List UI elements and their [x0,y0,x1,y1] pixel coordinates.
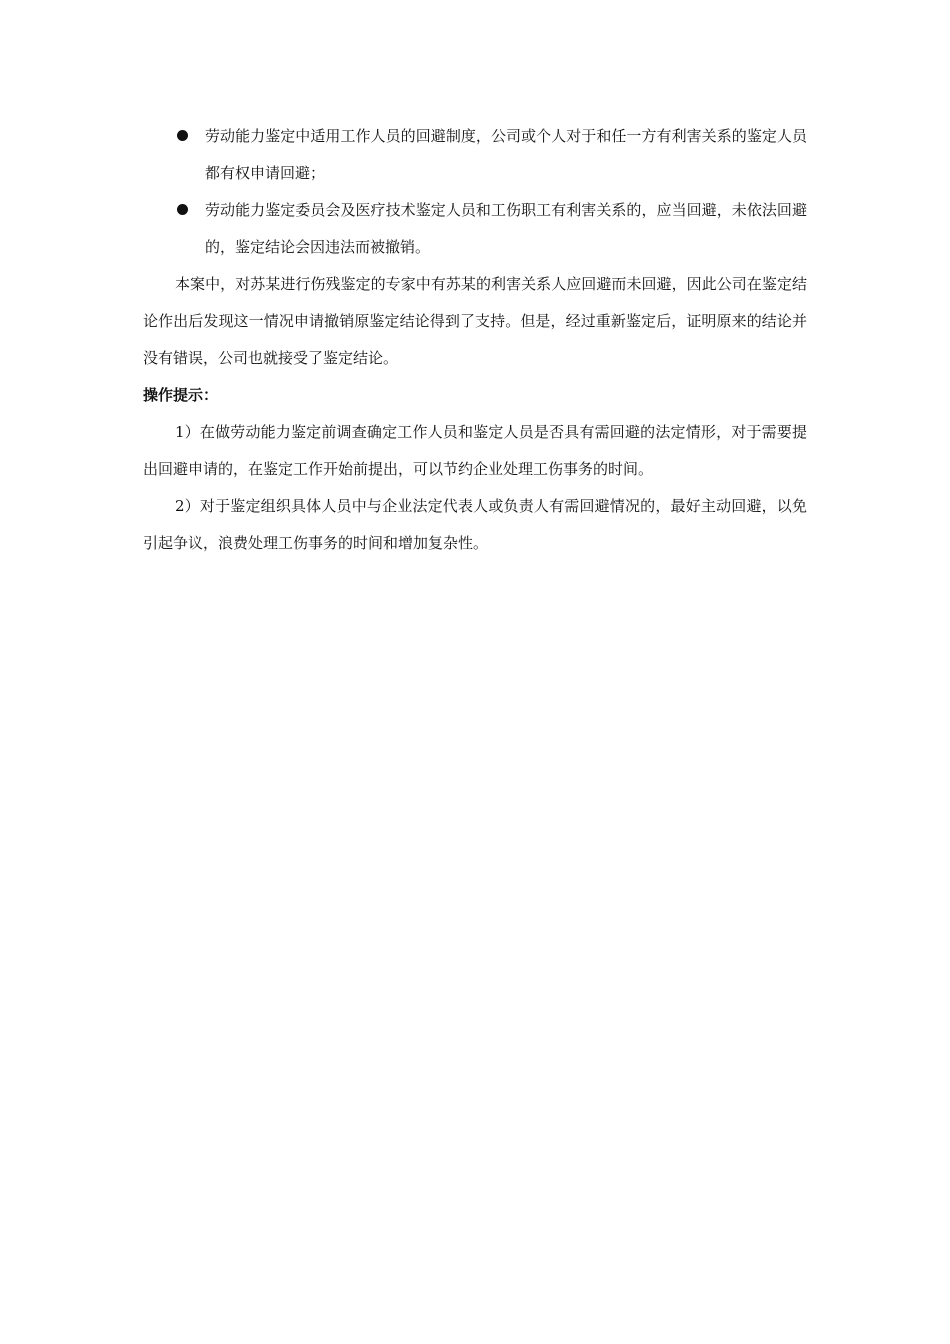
bullet-list [143,118,807,266]
bullet-dot-icon [177,130,188,141]
bullet-item [143,118,807,192]
bullet-item [143,192,807,266]
case-analysis-paragraph: 本案中，对苏某进行伤残鉴定的专家中有苏某的利害关系人应回避而未回避，因此公司在鉴定结论作出后发现这一情况申请撤销原鉴定结论得到了支持。但是，经过重新鉴定后，证明原来的结论并没有错误，公司也就接受了鉴定结论。 [143,275,807,367]
tips-heading: 操作提示： [143,386,219,404]
bullet-dot-icon [177,204,188,215]
document-body [143,118,807,562]
tip-paragraph: 1）在做劳动能力鉴定前调查确定工作人员和鉴定人员是否具有需回避的法定情形，对于需要提出回避申请的，在鉴定工作开始前提出，可以节约企业处理工伤事务的时间。 [143,423,807,478]
bullet-text: 劳动能力鉴定委员会及医疗技术鉴定人员和工伤职工有利害关系的，应当回避，未依法回避的，鉴定结论会因违法而被撤销。 [205,201,807,256]
tip-paragraph: 2）对于鉴定组织具体人员中与企业法定代表人或负责人有需回避情况的，最好主动回避，以免引起争议，浪费处理工伤事务的时间和增加复杂性。 [143,497,807,552]
bullet-text: 劳动能力鉴定中适用工作人员的回避制度，公司或个人对于和任一方有利害关系的鉴定人员都有权申请回避； [205,127,807,182]
